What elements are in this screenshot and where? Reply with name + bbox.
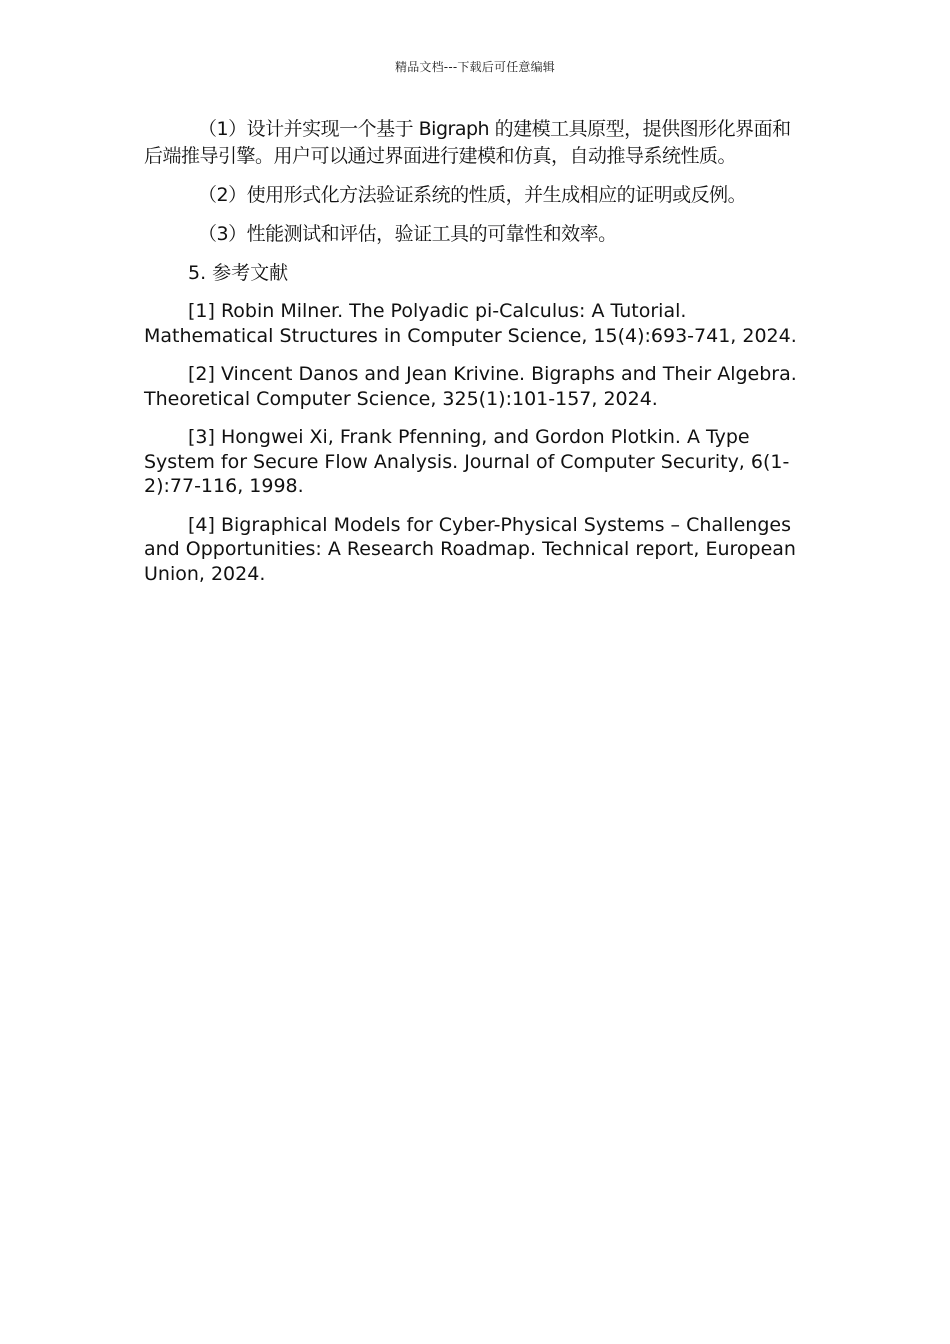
page-header: 精品文档---下载后可任意编辑 — [395, 60, 555, 74]
reference-item-1: [1] Robin Milner. The Polyadic pi-Calculus: A Tutorial. Mathematical Structures in Computer Science, 15(4):693-741, 2024. — [144, 300, 797, 347]
paragraph-goal-2: （2）使用形式化方法验证系统的性质，并生成相应的证明或反例。 — [198, 184, 747, 206]
document-body — [144, 116, 808, 600]
section-heading-references: 5. 参考文献 — [188, 262, 289, 284]
reference-item-3: [3] Hongwei Xi, Frank Pfenning, and Gordon Plotkin. A Type System for Secure Flow Analysis. Journal of Computer Security, 6(1-2):77-116, 1998. — [144, 426, 790, 497]
paragraph-goal-1: （1）设计并实现一个基于 Bigraph 的建模工具原型，提供图形化界面和后端推导引擎。用户可以通过界面进行建模和仿真，自动推导系统性质。 — [144, 118, 791, 167]
reference-item-4: [4] Bigraphical Models for Cyber-Physical Systems – Challenges and Opportunities: A Research Roadmap. Technical report, European Union, 2024. — [144, 513, 796, 585]
reference-item-2: [2] Vincent Danos and Jean Krivine. Bigraphs and Their Algebra. Theoretical Computer Science, 325(1):101-157, 2024. — [144, 363, 797, 410]
paragraph-goal-3: （3）性能测试和评估，验证工具的可靠性和效率。 — [198, 223, 617, 245]
